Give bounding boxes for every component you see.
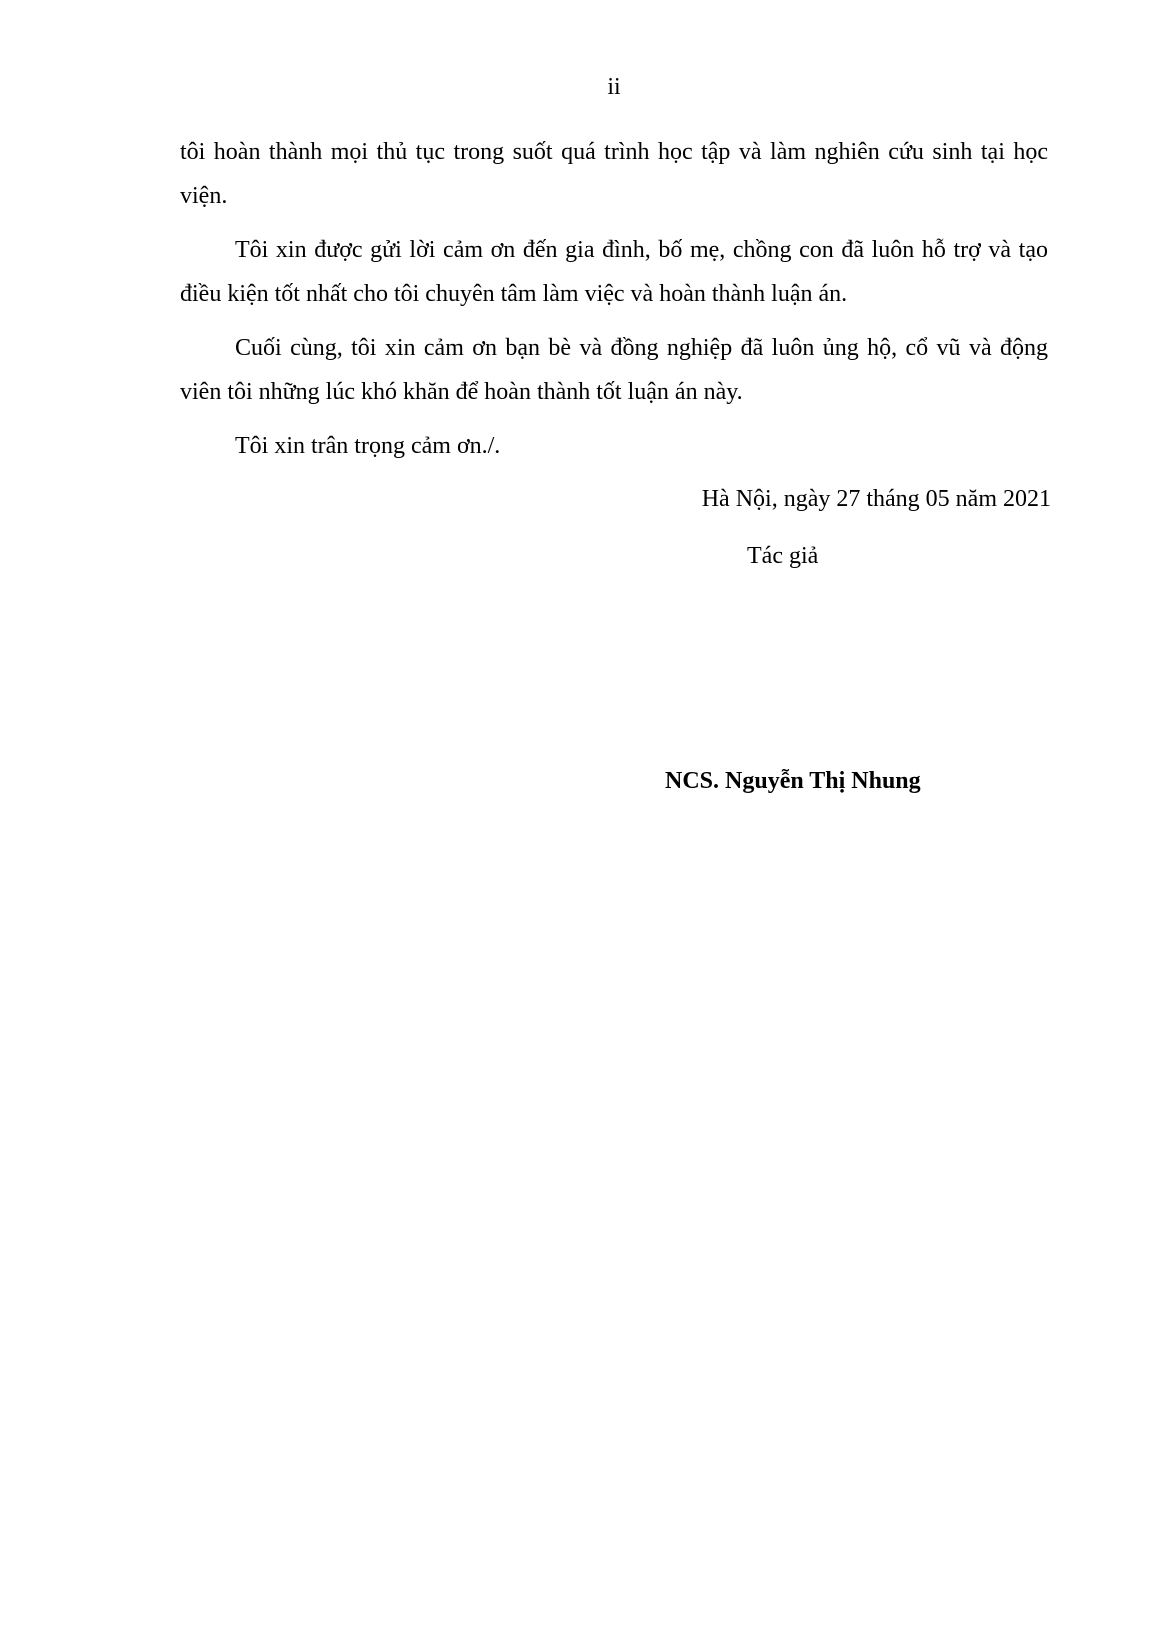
body-text <box>180 130 1048 478</box>
paragraph-family-thanks: Tôi xin được gửi lời cảm ơn đến gia đình, bố mẹ, chồng con đã luôn hỗ trợ và tạo điều kiện tốt nhất cho tôi chuyên tâm làm việc và hoàn thành luận án. <box>180 237 1048 307</box>
signature-name: NCS. Nguyễn Thị Nhung <box>665 768 921 794</box>
page-number: ii <box>607 74 621 100</box>
date-line: Hà Nội, ngày 27 tháng 05 năm 2021 <box>701 486 1051 512</box>
paragraph-continuation: tôi hoàn thành mọi thủ tục trong suốt quá trình học tập và làm nghiên cứu sinh tại học viện. <box>180 139 1048 209</box>
paragraph-friends-thanks: Cuối cùng, tôi xin cảm ơn bạn bè và đồng nghiệp đã luôn ủng hộ, cổ vũ và động viên tôi những lúc khó khăn để hoàn thành tốt luận án này. <box>180 335 1048 405</box>
paragraph-closing-thanks: Tôi xin trân trọng cảm ơn./. <box>235 433 501 459</box>
author-label: Tác giả <box>747 543 819 569</box>
